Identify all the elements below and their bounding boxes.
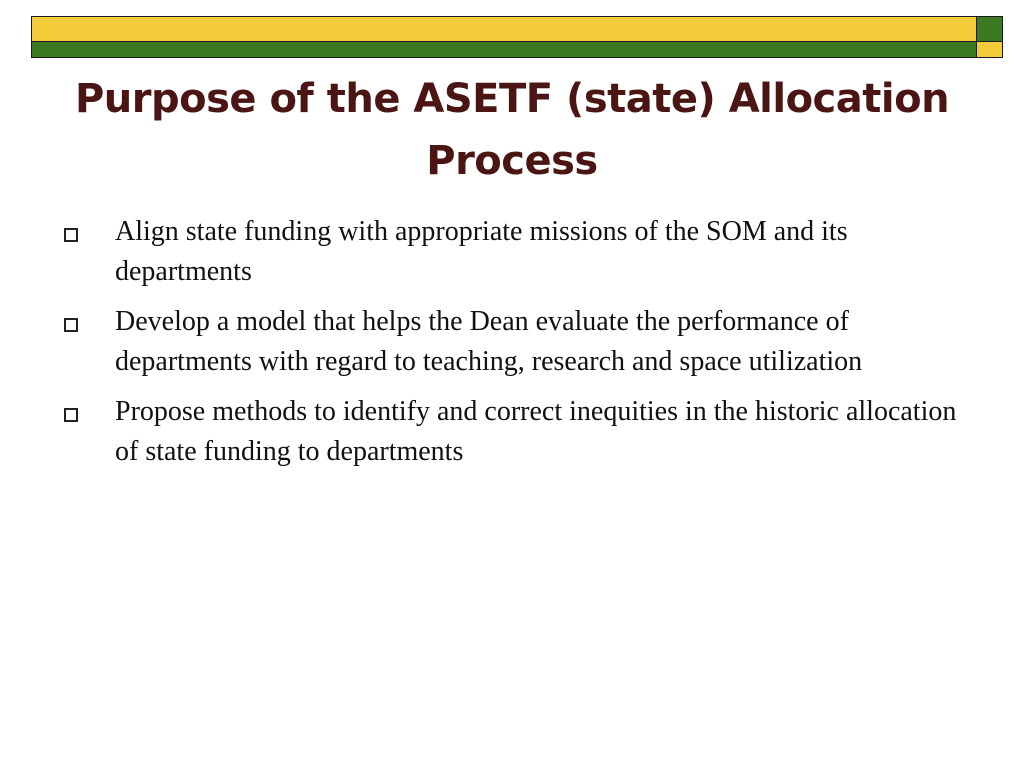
- slide-title: Purpose of the ASETF (state) Allocation Process: [74, 76, 950, 184]
- bullet-text: Develop a model that helps the Dean evaluate the performance of departments with regard to teaching, research and space utilization: [115, 306, 863, 377]
- bullet-item: [64, 392, 964, 472]
- hollow-square-bullet-icon: [64, 408, 78, 422]
- header-corner-yellow: [977, 42, 1003, 58]
- header-bar-yellow: [31, 16, 977, 42]
- bullet-list: [64, 212, 964, 482]
- hollow-square-bullet-icon: [64, 318, 78, 332]
- bullet-item: [64, 302, 964, 382]
- header-bar-green: [31, 42, 977, 58]
- bullet-item: [64, 212, 964, 292]
- hollow-square-bullet-icon: [64, 228, 78, 242]
- header-corner-green: [977, 16, 1003, 42]
- bullet-text: Align state funding with appropriate missions of the SOM and its departments: [115, 216, 848, 287]
- bullet-text: Propose methods to identify and correct inequities in the historic allocation of state funding to departments: [115, 396, 957, 467]
